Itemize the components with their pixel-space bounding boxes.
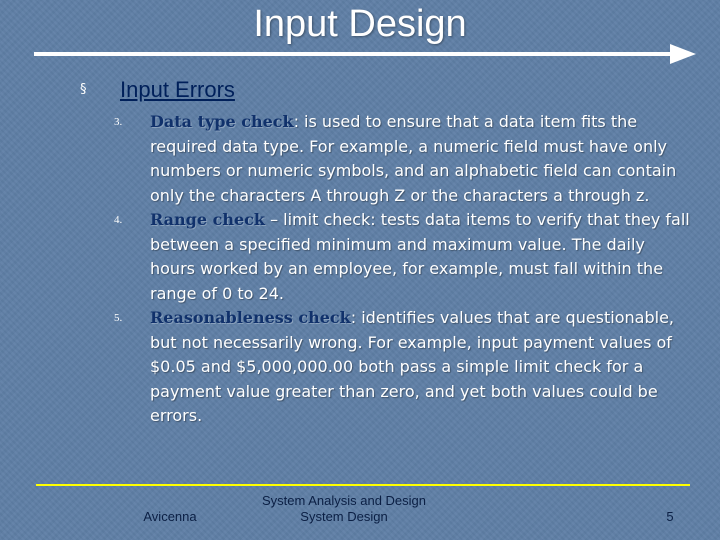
list-item-term: Data type check xyxy=(150,112,294,131)
slide-title: Input Design xyxy=(253,3,467,45)
list-item xyxy=(110,208,690,306)
title-arrow-divider xyxy=(34,42,696,66)
footer-author: Avicenna xyxy=(143,509,197,524)
numbered-list xyxy=(110,110,690,429)
footer-course-line2: System Design xyxy=(300,509,388,524)
list-item xyxy=(110,110,690,208)
list-item-number: 5. xyxy=(114,312,123,324)
list-item-term: Range check xyxy=(150,210,265,229)
list-item-text xyxy=(150,208,690,306)
list-item-term: Reasonableness check xyxy=(150,308,351,327)
footer-course-line1: System Analysis and Design xyxy=(261,493,427,508)
square-bullet-icon: § xyxy=(80,82,87,97)
list-item-text xyxy=(150,110,690,208)
list-item-description: – limit check: tests data items to verify that they fall between a specified minimum and maximum value. The daily hours worked by an employee, for example, must fall within the range of 0 to 24. xyxy=(150,210,690,303)
footer-course xyxy=(244,493,444,525)
list-item-text xyxy=(150,306,690,429)
list-item-number: 4. xyxy=(114,214,123,226)
list-item-description: : identifies values that are questionable, but not necessarily wrong. For example, input payment values of $0.05 and $5,000,000.00 both pass a simple limit check for a payment value greater than zero, and yet both values could be errors. xyxy=(150,308,674,425)
footer-divider xyxy=(36,484,690,486)
list-item-number: 3. xyxy=(114,116,123,128)
list-item xyxy=(110,306,690,429)
page-number: 5 xyxy=(666,509,674,524)
list-item-description: : is used to ensure that a data item fits the required data type. For example, a numeric field must have only numbers or numeric symbols, and an alphabetic field can contain only the characters A through Z or the characters a through z. xyxy=(150,112,677,205)
bullet-heading-text: Input Errors xyxy=(120,77,235,102)
